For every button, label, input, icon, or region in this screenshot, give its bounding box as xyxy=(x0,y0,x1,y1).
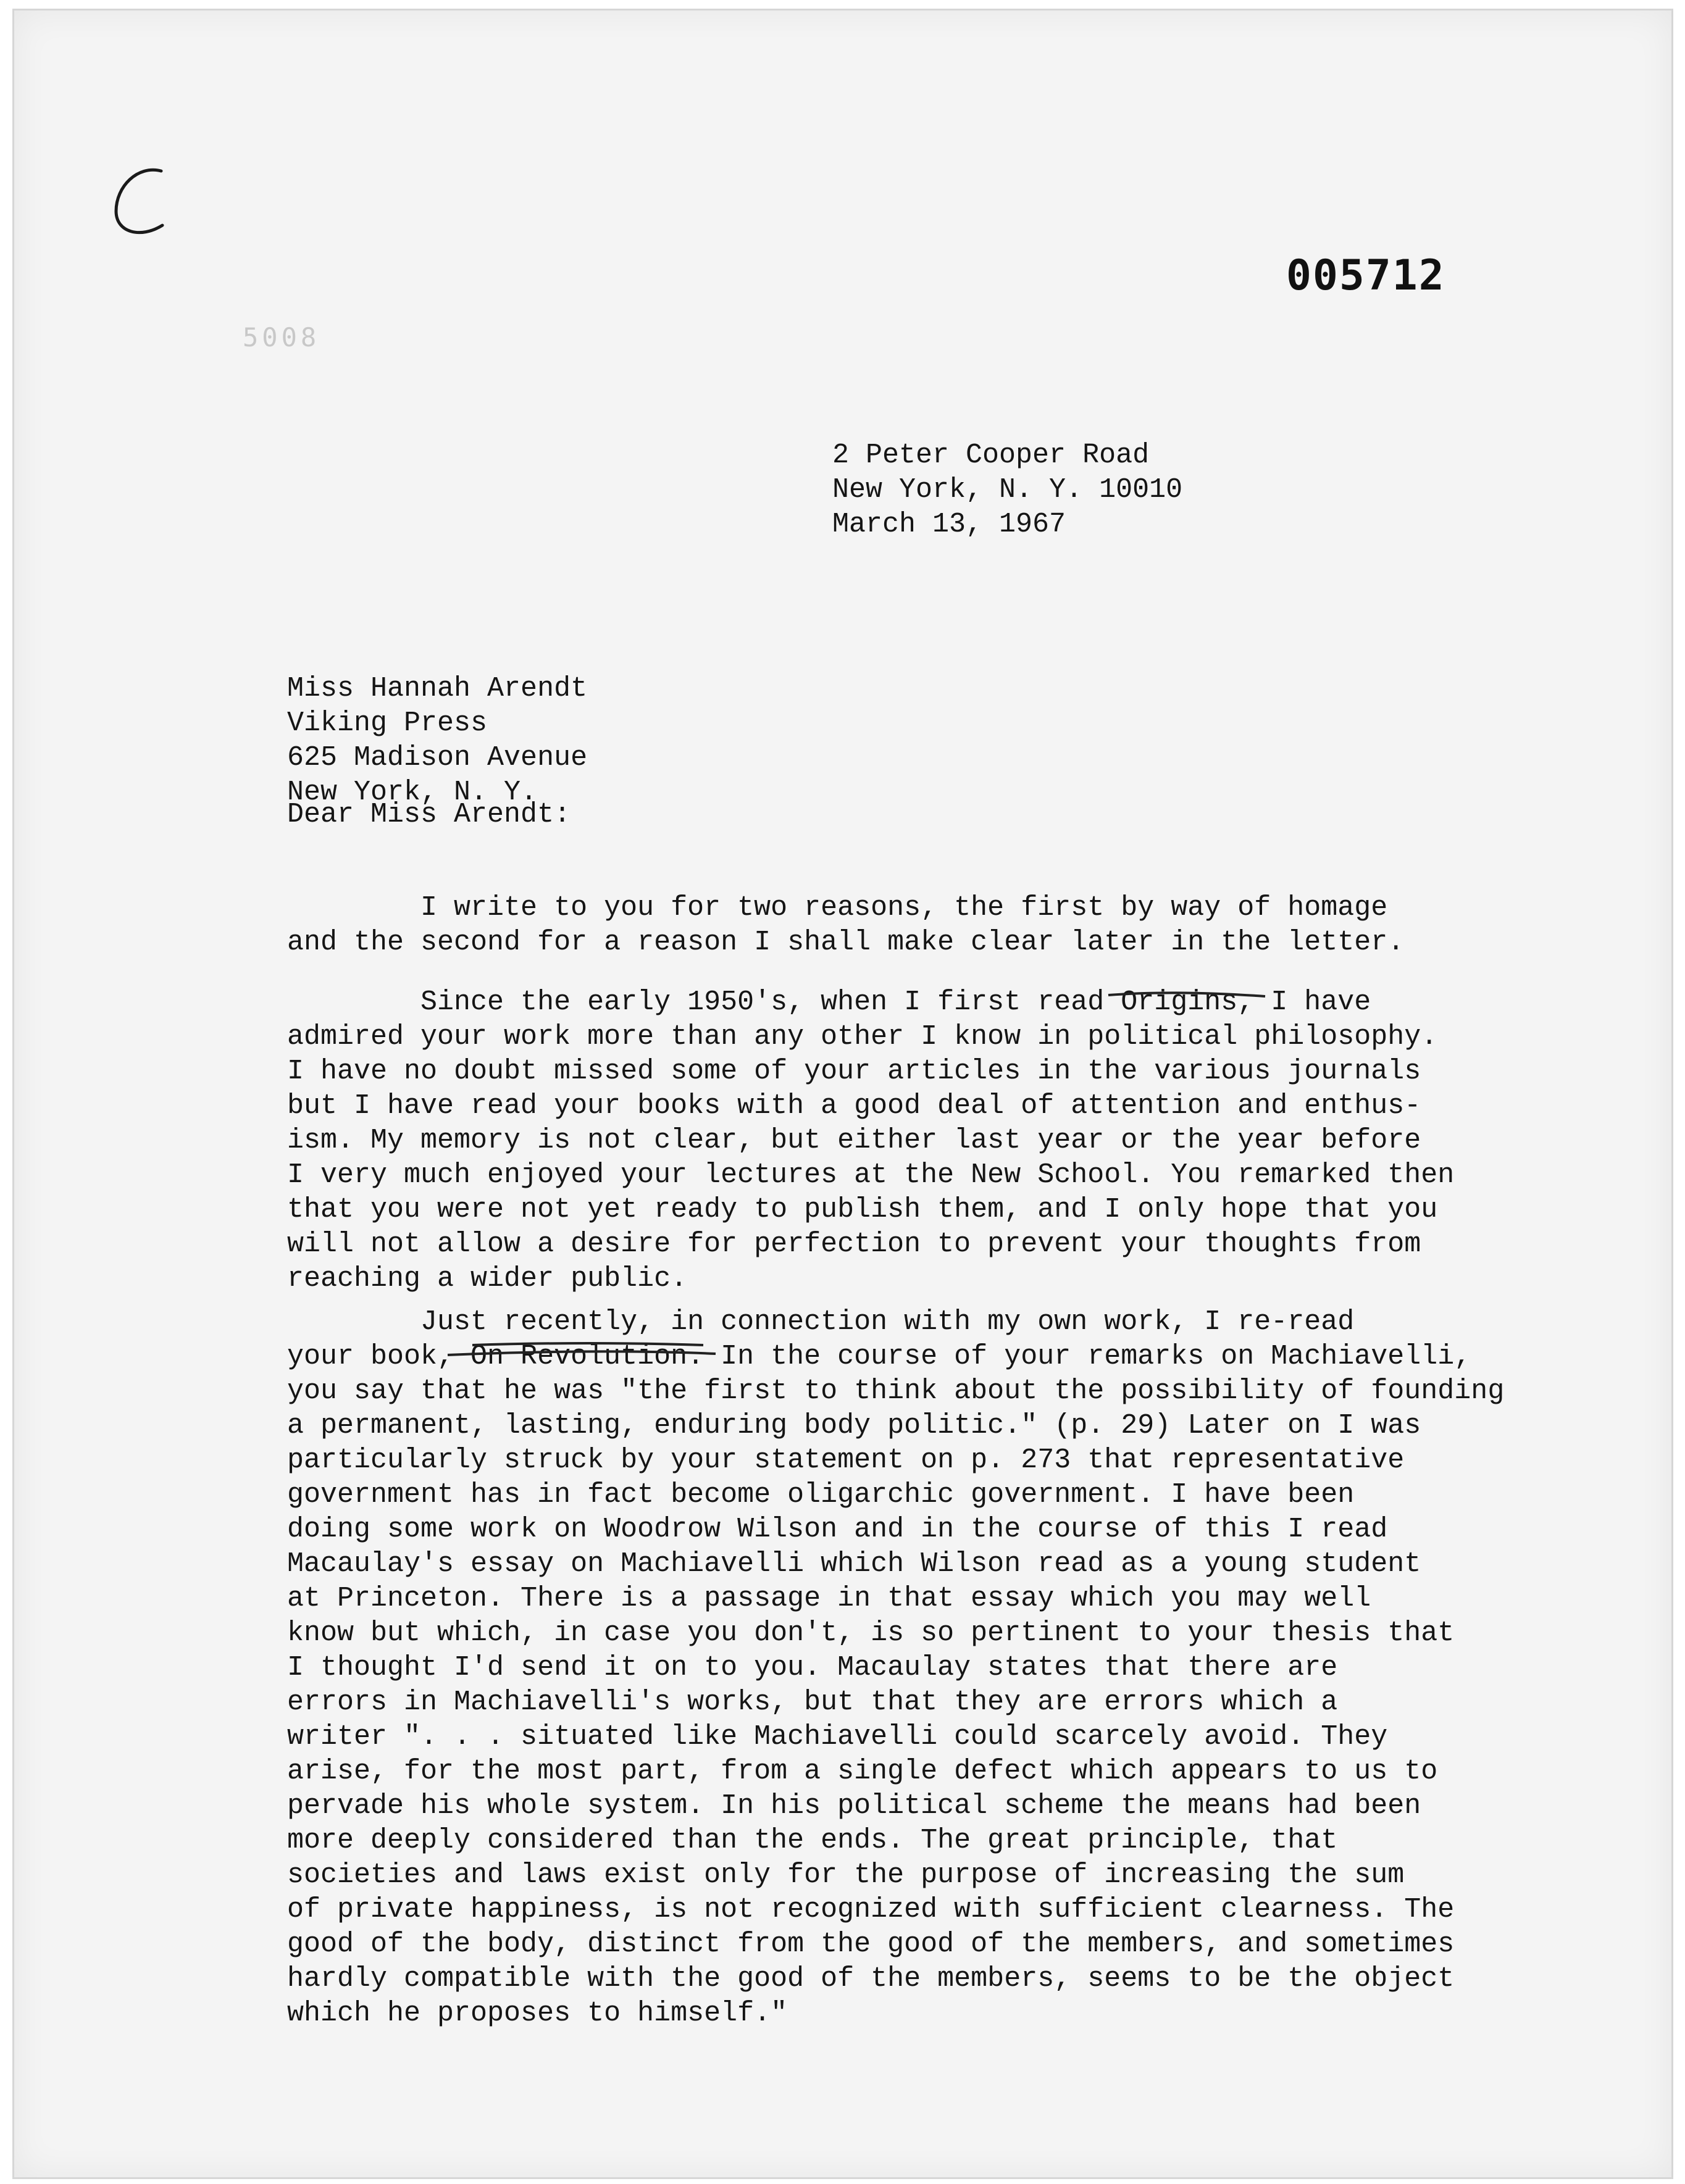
text-line: your book, On Revolution. In the course of your remarks on Machiavelli, xyxy=(287,1341,1471,1372)
text-line: and the second for a reason I shall make clear later in the letter. xyxy=(287,927,1405,958)
sender-address xyxy=(832,404,1182,542)
overline-he-was xyxy=(446,1345,718,1361)
text-line: at Princeton. There is a passage in that essay which you may well xyxy=(287,1583,1371,1614)
underline-origins xyxy=(1107,988,1268,1012)
text-line: arise, for the most part, from a single defect which appears to us to xyxy=(287,1756,1438,1787)
document-number: 005712 xyxy=(1286,251,1445,300)
paragraph-3 xyxy=(287,1270,1504,2031)
text-line: know but which, in case you don't, is so pertinent to your thesis that xyxy=(287,1617,1455,1649)
text-line: that you were not yet ready to publish them, and I only hope that you xyxy=(287,1194,1438,1225)
text-line: errors in Machiavelli's works, but that they are errors which a xyxy=(287,1686,1338,1718)
recipient-address xyxy=(287,637,587,810)
text-line: doing some work on Woodrow Wilson and in the course of this I read xyxy=(287,1514,1388,1545)
text-line: government has in fact become oligarchic government. I have been xyxy=(287,1479,1355,1511)
text-line: I have no doubt missed some of your articles in the various journals xyxy=(287,1056,1421,1087)
text-line: of private happiness, is not recognized with sufficient clearness. The xyxy=(287,1894,1455,1925)
text-line: pervade his whole system. In his political scheme the means had been xyxy=(287,1790,1421,1822)
text-line: reaching a wider public. xyxy=(287,1263,688,1294)
sender-line: New York, N. Y. 10010 xyxy=(832,474,1183,506)
text-line: will not allow a desire for perfection to prevent your thoughts from xyxy=(287,1228,1421,1260)
letter-date: March 13, 1967 xyxy=(832,509,1066,540)
text-line: I write to you for two reasons, the first by way of homage xyxy=(287,892,1388,923)
text-line: hardly compatible with the good of the members, seems to be the object xyxy=(287,1963,1455,1994)
text-line: ism. My memory is not clear, but either last year or the year before xyxy=(287,1125,1421,1156)
letter-page xyxy=(12,9,1673,2179)
text-line: you say that he was "the first to think about the possibility of founding xyxy=(287,1375,1505,1407)
recipient-line: New York, N. Y. xyxy=(287,777,538,808)
recipient-line: 625 Madison Avenue xyxy=(287,742,588,773)
text-line: particularly struck by your statement on p. 273 that representative xyxy=(287,1444,1405,1476)
text-line: Just recently, in connection with my own work, I re-read xyxy=(287,1306,1355,1338)
text-line: which he proposes to himself." xyxy=(287,1998,788,2029)
text-line: I very much enjoyed your lectures at the New School. You remarked then xyxy=(287,1159,1455,1191)
recipient-line: Viking Press xyxy=(287,707,488,739)
recipient-line: Miss Hannah Arendt xyxy=(287,673,588,704)
faint-stamp: 5008 xyxy=(243,322,320,352)
text-line: but I have read your books with a good deal of attention and enthus- xyxy=(287,1090,1421,1122)
text-line: societies and laws exist only for the purpose of increasing the sum xyxy=(287,1859,1405,1891)
text-line: Since the early 1950's, when I first read Origins, I have xyxy=(287,986,1371,1018)
salutation: Dear Miss Arendt: xyxy=(287,799,571,830)
text-line: more deeply considered than the ends. The great principle, that xyxy=(287,1825,1338,1856)
sender-line: 2 Peter Cooper Road xyxy=(832,440,1150,471)
handwritten-c-mark xyxy=(88,152,187,251)
text-line: a permanent, lasting, enduring body politic." (p. 29) Later on I was xyxy=(287,1410,1421,1441)
text-line: good of the body, distinct from the good of the members, and sometimes xyxy=(287,1928,1455,1960)
text-line: I thought I'd send it on to you. Macaulay states that there are xyxy=(287,1652,1338,1683)
text-line: writer ". . . situated like Machiavelli could scarcely avoid. They xyxy=(287,1721,1388,1753)
paragraph-2 xyxy=(287,951,1454,1296)
svg-text:C: C xyxy=(88,152,89,153)
text-line: Macaulay's essay on Machiavelli which Wilson read as a young student xyxy=(287,1548,1421,1580)
paragraph-1 xyxy=(287,856,1404,960)
text-line: admired your work more than any other I know in political philosophy. xyxy=(287,1021,1438,1052)
